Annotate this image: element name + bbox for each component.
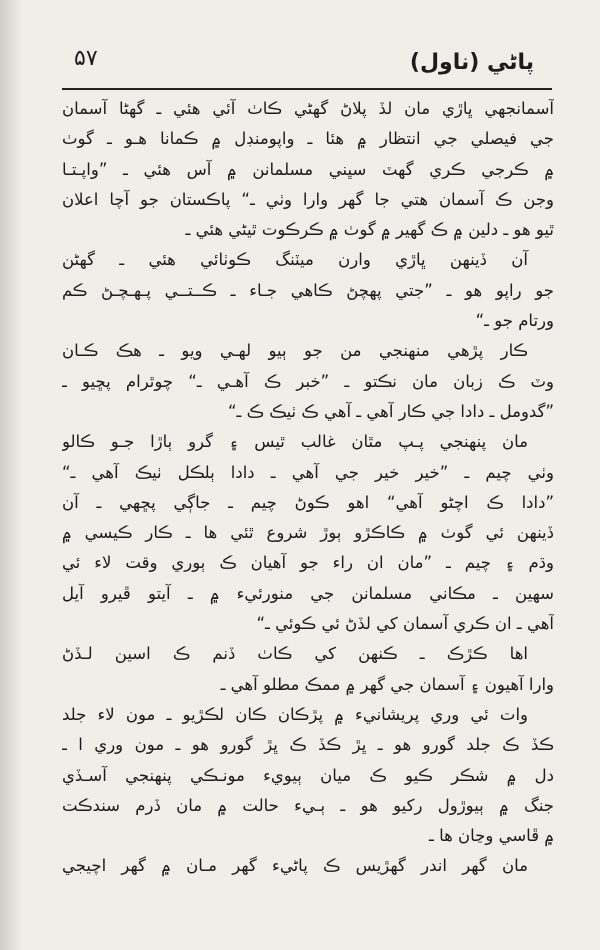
text-line: ۾ ڦاسي وڃان ها ـ <box>428 826 554 846</box>
page-gutter-shadow <box>0 0 22 950</box>
text-line: ٿيو هو ـ دلين ۾ ڪ گهير ۾ گوٺ ۾ ڪرڪوت ٿيڻي هئي ـ <box>185 220 554 240</box>
text-line: اها ڪڙڪ ـ ڪنهن کي ڪاٺ ڏنم ڪ اسين لـڏڻ <box>62 644 528 664</box>
text-line: جنگ ۾ ٻيوڙول رکيو هو ـ ٻـيء حالت ۾ مان ڏرم سندڪت <box>62 795 554 815</box>
header-rule <box>62 88 552 90</box>
text-line: ڪڏ ڪ جلد گورو هو ـ ڀڙ ڪڏ ڪ ڀڙ گورو هو ـ مون وري ا ـ <box>62 735 554 755</box>
page-number: ۷۵ <box>74 46 98 71</box>
text-line: وجن ڪ آسمان هتي جا گهر وارا وٺي ـ“ پاڪستان جو آچا اعلان <box>62 189 554 209</box>
text-line: وڌم ۽ چيم ـ ”مان ان راء جو آهيان ڪ ٻوري وقت لاء ئي <box>62 553 554 573</box>
text-line: ”گدومل ـ دادا جي ڪار آهي ـ آهي ڪ ٺيڪ ڪ ـ“ <box>227 401 554 421</box>
text-line: جي فيصلي جي انتظار ۾ هئا ـ واپومنڊل ۾ ڪمانا هـو ـ گوٺ <box>62 129 554 149</box>
text-line: ورتام جو ـ“ <box>475 311 554 331</box>
text-line: ۾ ڪرجي ڪري گهٽ سڀني مسلمانن ۾ آس هئي ـ ”واپـتـا <box>62 159 554 179</box>
text-line: آن ڏينهن ڀاڙي وارن ميٽنگ ڪوٺائي هئي ـ گهڻن <box>62 250 528 270</box>
text-line: ڏينهن ئي گوٺ ۾ ڪاڪڙو ٻوڙ شروع ٿئي ها ـ ڪار ڪيسي ۾ <box>62 523 554 543</box>
body-text <box>62 94 554 882</box>
text-line: آسمانجهي ڀاڙي مان لڏ پلاڻ گهڻي ڪاٺ آئي هئي ـ گهڻا آسمان <box>62 99 554 118</box>
text-line: ”دادا ڪ اچڻو آهي“ اهو ڪوڻ چيم ـ جاڳي پڇهي ـ آن <box>62 492 554 512</box>
text-line: وات ئي وري پريشانيء ۾ پڙڪان ڪان لڪڙيو ـ مون لاء جلد <box>62 704 528 724</box>
text-line: مان پنهنجي پـپ مٿان غالب ٿيس ۽ گرو ٻاڙا جـو ڪالو <box>62 432 528 452</box>
text-line: آهي ـ ان ڪري آسمان کي لڏڻ ئي ڪوئي ـ“ <box>256 614 554 634</box>
text-line: ڪار پڙهي منهنجي من جو ٻيو لهـي ويو ـ هڪ ڪـان <box>62 341 528 361</box>
text-line: دل ۾ شڪر ڪيو ڪ ميان ٻيويء مونـڪي پنهنجي آسـڏي <box>62 765 554 785</box>
text-line: جو راپو هو ـ ”جتي پهچڻ ڪاهي جـاء ـ ڪــتــي پـهـچـڻ ڪم <box>62 280 554 300</box>
running-title: پاڻي (ناول) <box>409 50 534 75</box>
text-line: مان گهر اندر گهڙيس ڪ پاڻيء گهر مـان ۾ گهر اچيجي <box>62 856 528 876</box>
text-line: وٺي چيم ـ ”خير خير جي آهي ـ دادا ٻلڪل ٺيڪ آهي ـ“ <box>62 462 554 482</box>
text-line: سهين ـ مڪاني مسلمانن جي منورئيء ۾ ـ آيتو ڦيرو آيل <box>62 583 554 603</box>
text-line: وارا آهيون ۽ آسمان جي گهر ۾ ممڪ مطلو آهي ـ <box>220 674 554 694</box>
text-line: وٽ ڪ زبان مان نڪتو ـ ”خبر ڪ آهـي ـ“ چوٿرام پڇيو ـ <box>62 371 554 391</box>
